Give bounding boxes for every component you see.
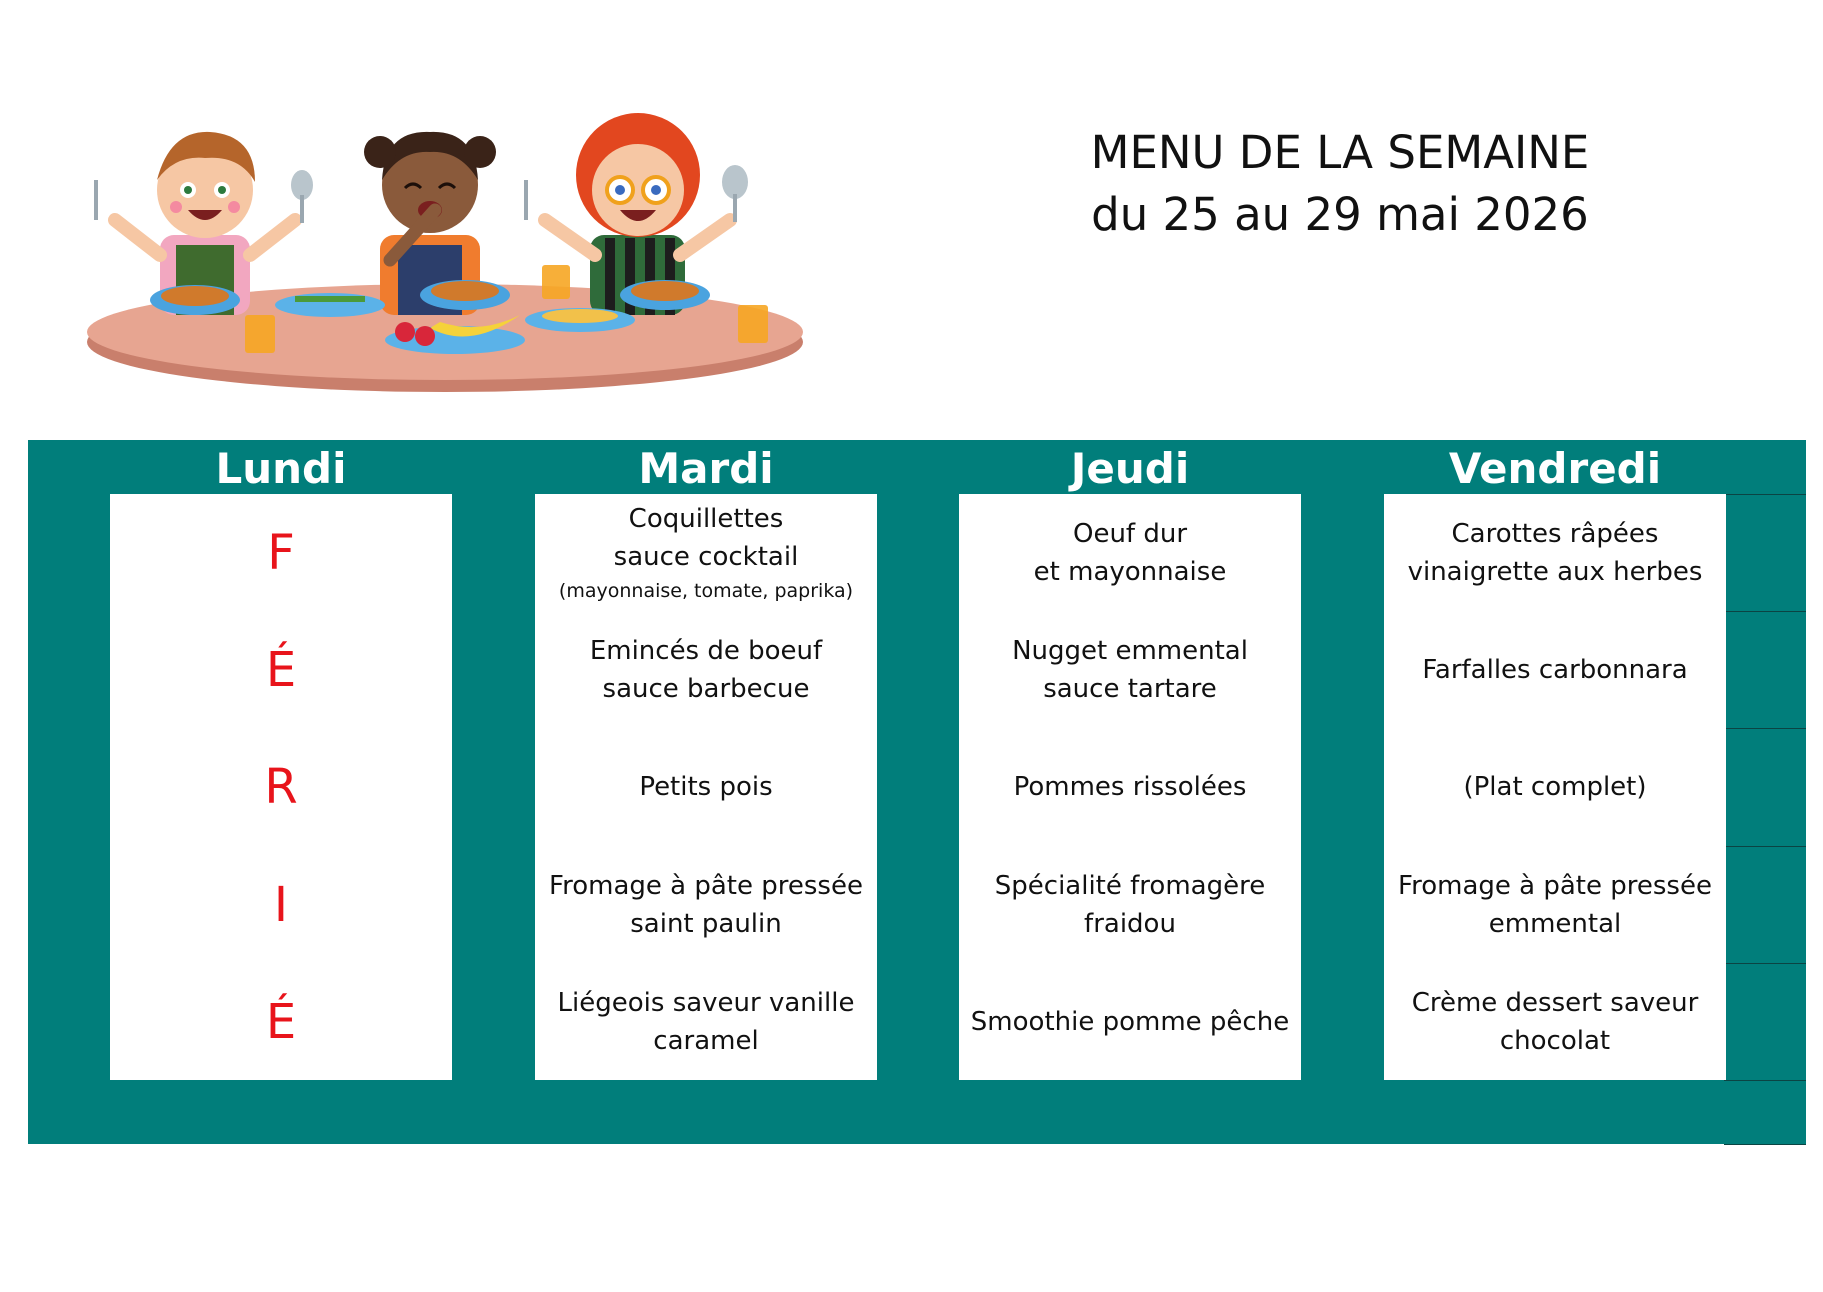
- menu-cell-starter: [959, 494, 1301, 611]
- table-gutter: [877, 494, 959, 1080]
- dish-line: Liégeois saveur vanille: [557, 987, 855, 1018]
- dish-line: Smoothie pomme pêche: [970, 1006, 1290, 1037]
- row-separator: [1724, 611, 1806, 612]
- menu-cell-dessert: [535, 963, 877, 1080]
- day-header-lundi: Lundi: [215, 444, 347, 493]
- dish-line: Fromage à pâte pressée: [549, 870, 863, 901]
- title-line-1: MENU DE LA SEMAINE: [1090, 126, 1590, 179]
- day-header-vendredi: Vendredi: [1448, 444, 1662, 493]
- dish-line: vinaigrette aux herbes: [1407, 556, 1703, 587]
- table-gutter: [1726, 494, 1806, 1080]
- row-separator: [1724, 1144, 1806, 1145]
- day-header-mardi: Mardi: [638, 444, 774, 493]
- kids-eating-at-table-illustration: [80, 110, 820, 400]
- dish-line: sauce cocktail: [613, 541, 799, 572]
- ferie-letter: R: [264, 758, 298, 815]
- dish-line: Nugget emmental: [1012, 635, 1248, 666]
- row-separator: [1724, 494, 1806, 495]
- table-footer-band: [28, 1080, 1806, 1144]
- table-gutter: [452, 494, 535, 1080]
- day-header-jeudi: Jeudi: [1070, 444, 1190, 493]
- table-gutter: [28, 494, 110, 1080]
- dish-line: fraidou: [1084, 908, 1176, 939]
- menu-cell-side: [535, 728, 877, 845]
- dish-line: sauce barbecue: [602, 673, 810, 704]
- dish-line: Spécialité fromagère: [994, 870, 1266, 901]
- dish-line: Coquillettes: [628, 503, 784, 534]
- dish-line: (Plat complet): [1463, 771, 1647, 802]
- row-separator: [1724, 963, 1806, 964]
- menu-cell-side: [959, 728, 1301, 845]
- dish-line: Petits pois: [639, 771, 773, 802]
- dish-line: Pommes rissolées: [1013, 771, 1247, 802]
- column-jeudi: [959, 494, 1301, 1080]
- menu-cell-cheese: [1384, 846, 1726, 963]
- row-separator: [1724, 1080, 1806, 1081]
- dish-line: emmental: [1488, 908, 1622, 939]
- ferie-letter: F: [267, 524, 295, 581]
- dish-line: Fromage à pâte pressée: [1398, 870, 1712, 901]
- dish-line: Crème dessert saveur: [1411, 987, 1699, 1018]
- menu-cell-main: [535, 611, 877, 728]
- menu-cell-starter: [535, 494, 877, 611]
- dish-note: (mayonnaise, tomate, paprika): [558, 579, 854, 602]
- menu-title: [1060, 122, 1620, 246]
- dish-line: caramel: [653, 1025, 759, 1056]
- menu-cell-main: [959, 611, 1301, 728]
- menu-cell-cheese: [535, 846, 877, 963]
- dish-line: saint paulin: [630, 908, 782, 939]
- dish-line: Emincés de boeuf: [589, 635, 823, 666]
- ferie-letter: É: [265, 993, 297, 1050]
- menu-cell-dessert: [1384, 963, 1726, 1080]
- column-lundi: [110, 494, 452, 1080]
- row-separator: [1724, 728, 1806, 729]
- dish-line: Farfalles carbonnara: [1422, 654, 1688, 685]
- column-vendredi: [1384, 494, 1726, 1080]
- dish-line: Carottes râpées: [1451, 518, 1659, 549]
- ferie-letter: É: [265, 641, 297, 698]
- ferie-letter: I: [273, 876, 289, 933]
- table-gutter: [1301, 494, 1384, 1080]
- menu-cell-side: [1384, 728, 1726, 845]
- dish-line: et mayonnaise: [1033, 556, 1227, 587]
- title-line-2: du 25 au 29 mai 2026: [1091, 188, 1589, 241]
- menu-cell-cheese: [959, 846, 1301, 963]
- column-mardi: [535, 494, 877, 1080]
- menu-cell-starter: [1384, 494, 1726, 611]
- dish-line: Oeuf dur: [1072, 518, 1188, 549]
- dish-line: chocolat: [1499, 1025, 1611, 1056]
- menu-cell-main: [1384, 611, 1726, 728]
- menu-cell-dessert: [959, 963, 1301, 1080]
- dish-line: sauce tartare: [1043, 673, 1217, 704]
- row-separator: [1724, 846, 1806, 847]
